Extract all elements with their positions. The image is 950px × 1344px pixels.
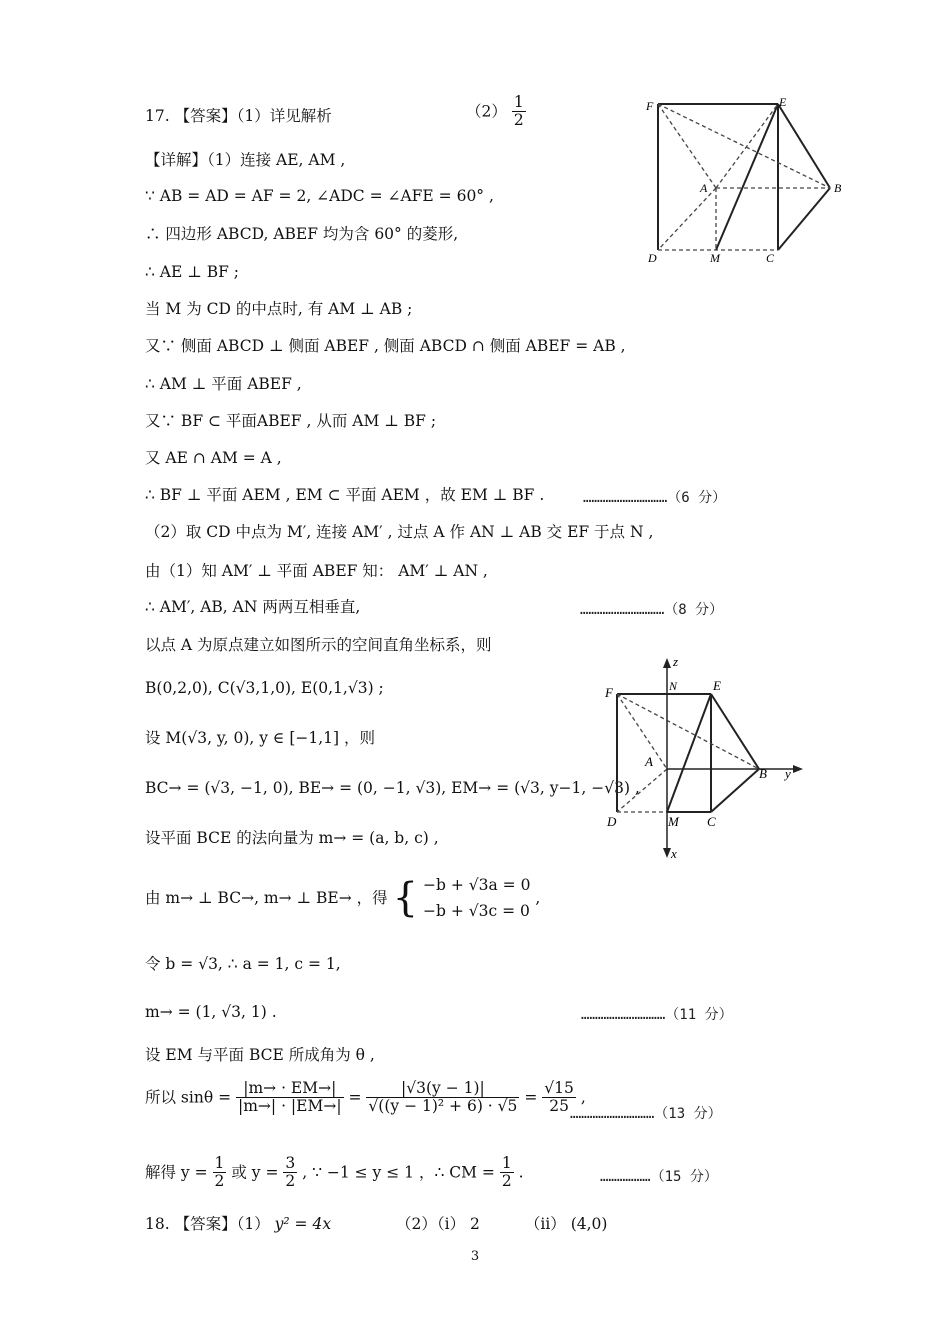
line-13: ∴ AM′, AB, AN 两两互相垂直,: [145, 598, 361, 616]
q18-answer-1: y² = 4x: [274, 1215, 332, 1233]
q17-answer2-fraction: $\frac{1}{2}$: [513, 93, 524, 129]
sin-frac-1: $\frac{|m\to \cdot EM\to|}{|m\to| \cdot |EM\to|}$: [238, 1079, 342, 1115]
equation-2: −b + √3c = 0: [423, 902, 530, 920]
eq-1: =: [348, 1088, 362, 1107]
q18-answer-3-label: （ⅱ）: [524, 1215, 566, 1233]
sin-frac-3: $\frac{√15}{25}$: [544, 1079, 574, 1115]
line-16: 设 M(√3, y, 0), y ∈ [−1,1] ，则: [145, 729, 375, 747]
line-10: ∴ BF ⊥ 平面 AEM , EM ⊂ 平面 AEM ，故 EM ⊥ BF .: [145, 486, 545, 504]
q17-answer2-label: （2）: [466, 102, 507, 121]
score-8: …………………………（8 分）: [580, 602, 724, 618]
line-4: ∴ AE ⊥ BF ;: [145, 263, 240, 281]
fig2-label-y: y: [785, 766, 791, 781]
line-15: B(0,2,0), C(√3,1,0), E(0,1,√3) ;: [145, 679, 384, 697]
solve-range: , ∵ −1 ≤ y ≤ 1 ，∴ CM =: [302, 1163, 495, 1182]
y1-frac: $\frac{1}{2}$: [214, 1154, 225, 1190]
q18-answer-2: 2: [470, 1215, 480, 1233]
line-11: （2）取 CD 中点为 M′, 连接 AM′ , 过点 A 作 AN ⊥ AB 交 EF 于点 N ,: [145, 523, 654, 541]
line-22: 设 EM 与平面 BCE 所成角为 θ ,: [145, 1046, 375, 1064]
q18-line: [145, 1214, 607, 1234]
fig2-label-C: C: [707, 814, 716, 829]
equation-system: [423, 872, 530, 924]
fig2-label-D: D: [607, 814, 617, 829]
solve-or: 或 y =: [231, 1163, 279, 1182]
y2-frac: $\frac{3}{2}$: [285, 1154, 296, 1190]
q17-header: 17. 【答案】（1）详见解析: [145, 107, 332, 125]
line-17: BC→ = (√3, −1, 0), BE→ = (0, −1, √3), EM→ = (√3, y−1, −√3) ,: [145, 779, 640, 797]
fig1-label-F: F: [646, 99, 654, 113]
score-15: ………………（15 分）: [600, 1169, 718, 1185]
fig1-label-M: M: [710, 251, 720, 265]
figure-2-coordinate-diagram: [595, 652, 815, 867]
q18-answer-2-label: （2）（ⅰ）: [396, 1215, 466, 1233]
page-number: 3: [470, 1249, 480, 1264]
line-solve: [145, 1155, 524, 1190]
line-3: ∴ 四边形 ABCD, ABEF 均为含 60° 的菱形,: [145, 225, 459, 243]
eq-2: =: [524, 1088, 538, 1107]
fig2-label-F: F: [605, 685, 613, 700]
fig1-label-A: A: [700, 181, 708, 195]
line-7: ∴ AM ⊥ 平面 ABEF ,: [145, 375, 302, 393]
fig2-label-M: M: [668, 814, 679, 829]
line-9: 又 AE ∩ AM = A ,: [145, 449, 282, 467]
fig2-label-N: N: [669, 679, 678, 693]
system-comma: ,: [535, 889, 541, 907]
fig2-label-A: A: [645, 754, 653, 769]
q18-answer-3: (4,0): [570, 1215, 608, 1233]
figure-1-diagram: [640, 90, 850, 270]
line-1: 【详解】（1）连接 AE, AM ,: [145, 151, 346, 169]
fig2-label-E: E: [713, 678, 721, 693]
sin-label: 所以 sinθ =: [145, 1088, 232, 1107]
line-19: [145, 872, 540, 924]
fig1-label-D: D: [648, 251, 657, 265]
fig1-label-B: B: [834, 181, 842, 195]
fig1-label-C: C: [766, 251, 775, 265]
line-18: 设平面 BCE 的法向量为 m→ = (a, b, c) ,: [145, 829, 439, 847]
line-12: 由（1）知 AM′ ⊥ 平面 ABEF 知： AM′ ⊥ AN ,: [145, 562, 488, 580]
fig2-label-x: x: [671, 846, 677, 861]
line-6: 又∵ 侧面 ABCD ⊥ 侧面 ABEF , 侧面 ABCD ∩ 侧面 ABEF = AB ,: [145, 337, 626, 355]
sin-frac-2: $\frac{|√3(y - 1)|}{\text{√((y − 1)² + 6) · √5}}$: [368, 1079, 518, 1115]
line-2: ∵ AB = AD = AF = 2, ∠ADC = ∠AFE = 60° ,: [145, 187, 494, 205]
equation-1: −b + √3a = 0: [423, 876, 531, 894]
line-20: 令 b = √3, ∴ a = 1, c = 1,: [145, 955, 341, 973]
line-19-text: 由 m→ ⊥ BC→, m→ ⊥ BE→ ，得: [145, 889, 388, 907]
line-14: 以点 A 为原点建立如图所示的空间直角坐标系，则: [145, 636, 492, 654]
fig2-label-z: z: [673, 654, 679, 669]
line-8: 又∵ BF ⊂ 平面ABEF , 从而 AM ⊥ BF ;: [145, 412, 437, 430]
score-13: …………………………（13 分）: [570, 1106, 722, 1122]
q18-head: 18. 【答案】（1）: [145, 1215, 270, 1233]
score-11: …………………………（11 分）: [581, 1007, 733, 1023]
solve-period: .: [518, 1163, 524, 1182]
line-21: m→ = (1, √3, 1) .: [145, 1003, 277, 1021]
solve-label: 解得 y =: [145, 1163, 208, 1182]
fig2-label-B: B: [759, 766, 767, 781]
cm-frac: $\frac{1}{2}$: [501, 1154, 512, 1190]
line-5: 当 M 为 CD 的中点时, 有 AM ⊥ AB ;: [145, 300, 413, 318]
sin-comma: ,: [580, 1088, 586, 1107]
score-6: …………………………（6 分）: [583, 490, 727, 506]
fig1-label-E: E: [779, 95, 787, 109]
q17-answer2: [466, 94, 526, 129]
left-brace: {: [392, 875, 419, 921]
line-sin: [145, 1080, 586, 1115]
